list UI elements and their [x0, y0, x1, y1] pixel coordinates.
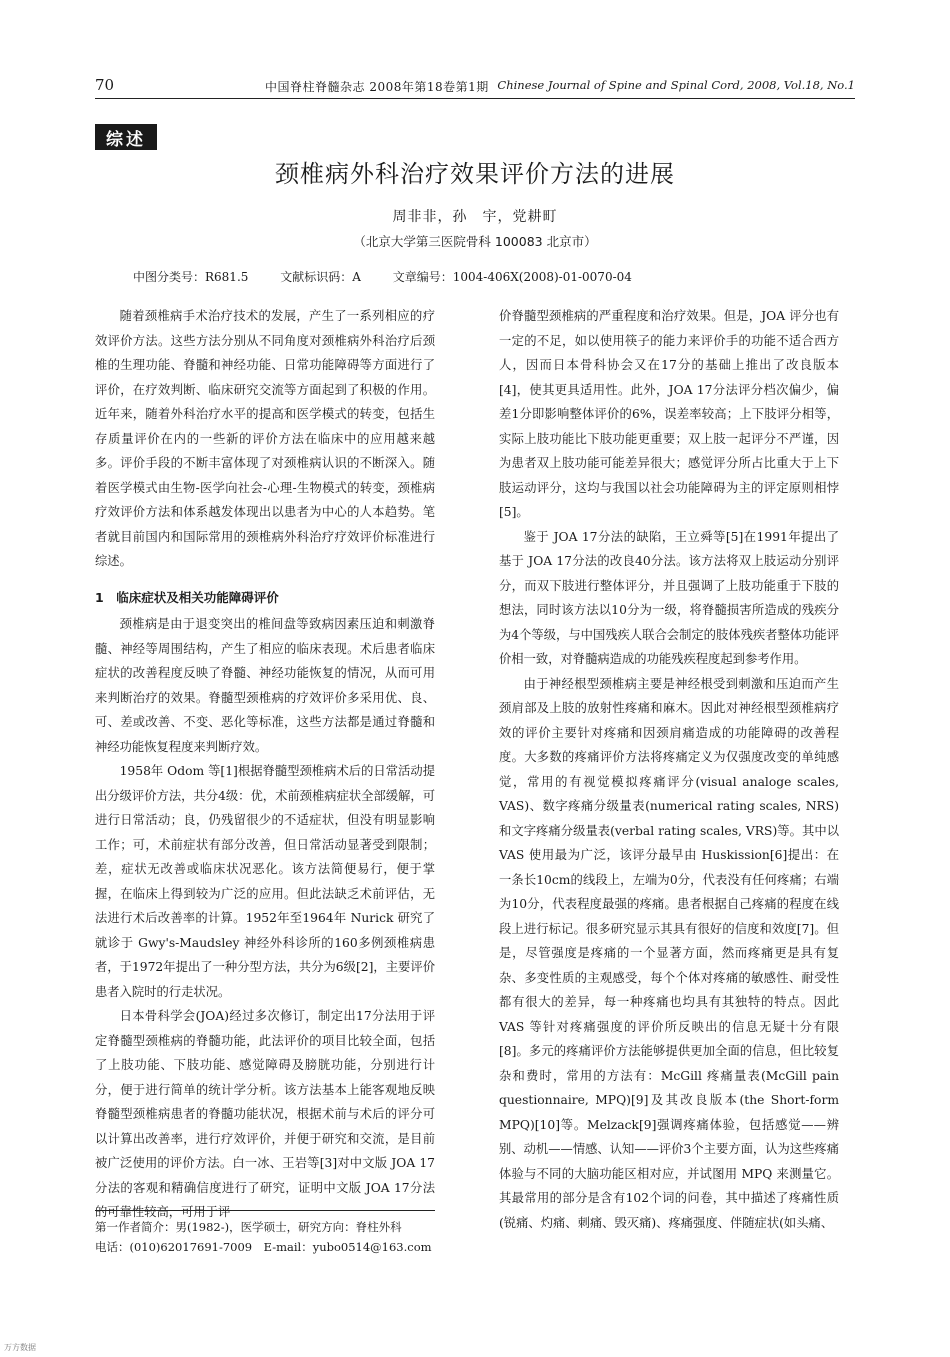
right-column	[499, 304, 839, 1262]
page-number: 70	[95, 76, 115, 94]
article-meta	[133, 268, 833, 285]
section-heading-1: 1 临床症状及相关功能障碍评价	[95, 589, 279, 605]
article-title: 颈椎病外科治疗效果评价方法的进展	[275, 160, 675, 188]
article-affiliation: （北京大学第三医院骨科 100083 北京市）	[353, 234, 597, 249]
article-authors: 周非非，孙 宇，党耕町	[392, 209, 558, 225]
body-paragraph: 颈椎病是由于退变突出的椎间盘等致病因素压迫和刺激脊髓、神经等周围结构，产生了相应的临床表现。术后患者临床症状的改善程度反映了脊髓、神经功能恢复的情况，从而可用来判断治疗的效果。脊髓型颈椎病的疗效评价多采用优、良、可、差或改善、不变、恶化等标准，这些方法都是通过脊髓和神经功能恢复程度来判断疗效。	[95, 617, 435, 754]
author-bio: 第一作者简介：男(1982-)，医学硕士，研究方向：脊柱外科	[95, 1220, 402, 1234]
author-footnote	[95, 1210, 435, 1257]
body-paragraph: 日本骨科学会(JOA)经过多次修订，制定出17分法用于评定脊髓型颈椎病的脊髓功能，此法评价的项目比较全面，包括了上肢功能、下肢功能、感觉障碍及膀胱功能，分别进行计分，便于进行简单的统计学分析。该方法基本上能客观地反映脊髓型颈椎病患者的脊髓功能状况，根据术前与术后的评分可以计算出改善率，进行疗效评价，并便于研究和交流，是目前被广泛使用的评价方法。白一冰、王岩等[3]对中文版 JOA 17分法的客观和精确信度进行了研究，证明中文版 JOA 17分法的可靠性较高，可用于评	[95, 1009, 435, 1219]
body-paragraph: 由于神经根型颈椎病主要是神经根受到刺激和压迫而产生颈肩部及上肢的放射性疼痛和麻木。因此对神经根型颈椎病疗效的评价主要针对疼痛和因颈肩痛造成的功能障碍的改善程度。大多数的疼痛评价方法将疼痛定义为仅强度改变的单纯感觉，常用的有视觉模拟疼痛评分(visual analoge scales, VAS)、数字疼痛分级量表(numerical rating scales, NRS)和文字疼痛分级量表(verbal rating scales, VRS)等。其中以 VAS 使用最为广泛，该评分最早由 Huskission[6]提出：在一条长10cm的线段上，左端为0分，代表没有任何疼痛；右端为10分，代表程度最强的疼痛。患者根据自己疼痛的程度在线段上进行标记。很多研究显示其具有很好的信度和效度[7]。但是，尽管强度是疼痛的一个显著方面，然而疼痛更是具有复杂、多变性质的主观感受，每个个体对疼痛的敏感性、耐受性都有很大的差异，每一种疼痛也均具有其独特的特点。因此 VAS 等针对疼痛强度的评价所反映出的信息无疑十分有限[8]。多元的疼痛评价方法能够提供更加全面的信息，但比较复杂和费时，常用的方法有：McGill 疼痛量表(McGill pain questionnaire, MPQ)[9]及其改良版本(the Short-form MPQ)[10]等。Melzack[9]强调疼痛体验，包括感觉——辨别、动机——情感、认知——评价3个主要方面，认为这些疼痛体验与不同的大脑功能区相对应，并试图用 MPQ 来测量它。其最常用的部分是含有102个词的问卷，其中描述了疼痛性质(锐痛、灼痛、刺痛、毁灭痛)、疼痛强度、伴随症状(如头痛、	[499, 676, 839, 1230]
watermark: 万方数据	[4, 1343, 36, 1352]
article-id: 文章编号：1004-406X(2008)-01-0070-04	[392, 270, 632, 284]
section-tag: 综述	[95, 124, 157, 150]
journal-name-en: Chinese Journal of Spine and Spinal Cord, 2008, Vol.18, No.1	[497, 78, 855, 92]
intro-paragraph: 随着颈椎病手术治疗技术的发展，产生了一系列相应的疗效评价方法。这些方法分别从不同角度对颈椎病外科治疗后颈椎的生理功能、脊髓和神经功能、日常功能障碍等方面进行了评价，在疗效判断、临床研究交流等方面起到了积极的作用。近年来，随着外科治疗水平的提高和医学模式的转变，包括生存质量评价在内的一些新的评价方法在临床中的应用越来越多。评价手段的不断丰富体现了对颈椎病认识的不断深入。随着医学模式由生物-医学向社会-心理-生物模式的转变，颈椎病疗效评价方法和体系越发体现出以患者为中心的人本趋势。笔者就目前国内和国际常用的颈椎病外科治疗疗效评价标准进行综述。	[95, 309, 435, 568]
journal-name-cn: 中国脊柱脊髓杂志 2008年第18卷第1期	[265, 80, 489, 94]
document-code: 文献标识码：A	[280, 270, 361, 284]
author-contact: 电话：(010)62017691-7009 E-mail：yubo0514@163.com	[95, 1240, 432, 1254]
clc-number: 中图分类号：R681.5	[133, 270, 249, 284]
left-column	[95, 304, 435, 1219]
running-header	[95, 74, 855, 99]
body-paragraph: 1958年 Odom 等[1]根据脊髓型颈椎病术后的日常活动提出分级评价方法，共分4级：优，术前颈椎病症状全部缓解，可进行日常活动；良，仍残留很少的不适症状，但没有明显影响工作；可，术前症状有部分改善，但日常活动显著受到限制；差，症状无改善或临床状况恶化。该方法简便易行，便于掌握，在临床上得到较为广泛的应用。但此法缺乏术前评估，无法进行术后改善率的计算。1952年至1964年 Nurick 研究了就诊于 Gwy's-Maudsley 神经外科诊所的160多例颈椎病患者，于1972年提出了一种分型方法，共分为6级[2]，主要评价患者入院时的行走状况。	[95, 764, 435, 999]
body-paragraph: 价脊髓型颈椎病的严重程度和治疗效果。但是，JOA 评分也有一定的不足，如以使用筷子的能力来评价手的功能不适合西方人，因而日本骨科协会又在17分的基础上推出了改良版本[4]，使其更具适用性。此外，JOA 17分法评分档次偏少，偏差1分即影响整体评价的6%，误差率较高；上下肢评分相等，实际上肢功能比下肢功能更重要；双上肢一起评分不严谨，因为患者双上肢功能可能差异很大；感觉评分所占比重大于上下肢运动评分，这均与我国以社会功能障碍为主的评定原则相悖[5]。	[499, 309, 839, 519]
body-paragraph: 鉴于 JOA 17分法的缺陷，王立舜等[5]在1991年提出了基于 JOA 17分法的改良40分法。该方法将双上肢运动分别评分，而双下肢进行整体评分，并且强调了上肢功能重于下肢的想法，同时该方法以10分为一级，将脊髓损害所造成的残疾分为4个等级，与中国残疾人联合会制定的肢体残疾者整体功能评价相一致，对脊髓病造成的功能残疾程度起到参考作用。	[499, 529, 839, 666]
